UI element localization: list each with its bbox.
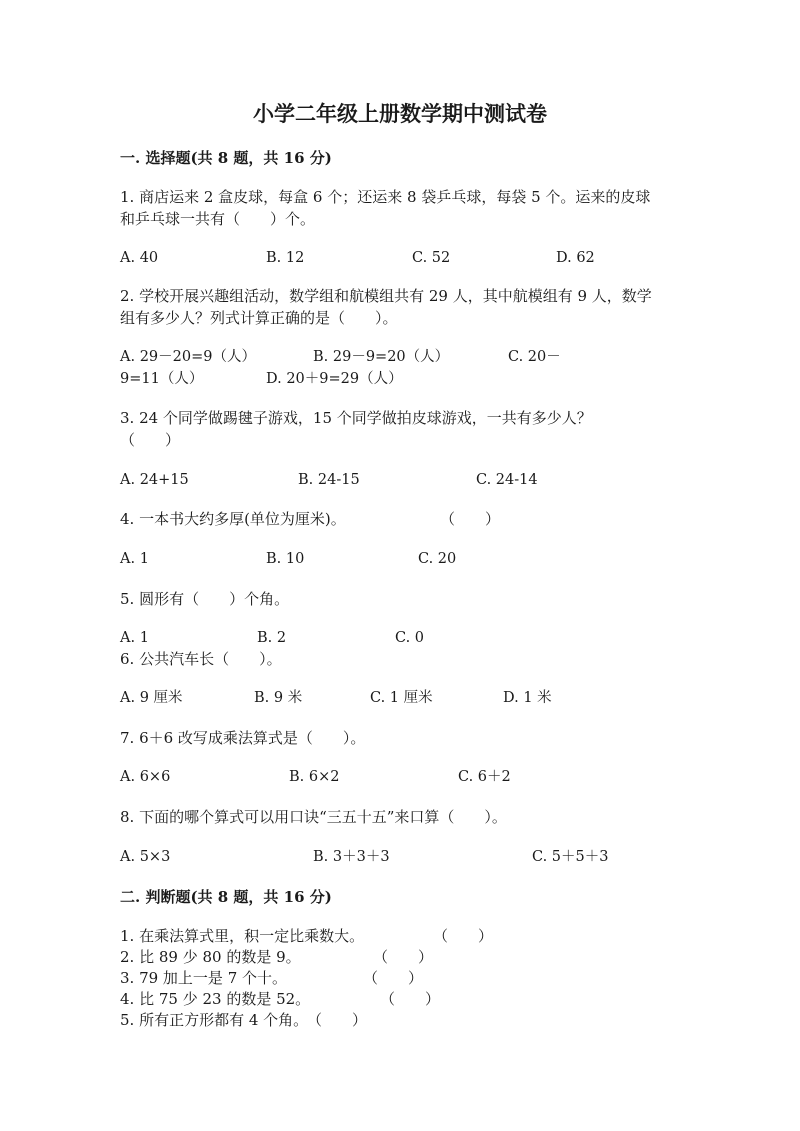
question-5-line-1: 5. 圆形有（ ）个角。 (120, 590, 290, 608)
question-2-option-d: D. 20＋9=29（人） (266, 371, 403, 387)
judgement-item-1-paren: （ ） (433, 927, 494, 945)
question-2-line-2: 组有多少人？列式计算正确的是（ ）。 (120, 309, 398, 327)
judgement-item-2: 2. 比 89 少 80 的数是 9。 (120, 948, 301, 966)
question-1-line-2: 和乒乓球一共有（ ）个。 (120, 210, 316, 228)
question-8-option-c: C. 5＋5＋3 (532, 849, 609, 865)
question-3-line-1: 3. 24 个同学做踢毽子游戏，15 个同学做拍皮球游戏，一共有多少人？ (120, 409, 592, 427)
section-heading-judgement: 二. 判断题(共 8 题，共 16 分) (120, 888, 332, 906)
question-5-option-b: B. 2 (257, 630, 287, 646)
question-1-line-1: 1. 商店运来 2 盒皮球，每盒 6 个；还运来 8 袋乒乓球，每袋 5 个。运来的皮球 (120, 188, 651, 206)
question-4-line-1: 4. 一本书大约多厚(单位为厘米)。 (120, 510, 346, 528)
question-6-option-a: A. 9 厘米 (120, 690, 183, 706)
question-2-option-a: A. 29－20=9（人） (120, 349, 256, 365)
question-4-option-c: C. 20 (418, 551, 457, 567)
question-4-option-b: B. 10 (266, 551, 305, 567)
question-3-option-a: A. 24+15 (120, 472, 189, 488)
question-4-answer-paren: （ ） (440, 510, 501, 528)
question-1-option-b: B. 12 (266, 250, 305, 266)
section-heading-choice: 一. 选择题(共 8 题，共 16 分) (120, 149, 332, 167)
question-7-option-c: C. 6＋2 (458, 769, 511, 785)
judgement-item-4-paren: （ ） (380, 990, 441, 1008)
question-8-option-b: B. 3＋3＋3 (313, 849, 390, 865)
question-7-option-b: B. 6×2 (289, 769, 340, 785)
question-8-option-a: A. 5×3 (120, 849, 171, 865)
question-6-option-c: C. 1 厘米 (370, 690, 433, 706)
question-3-option-c: C. 24-14 (476, 472, 538, 488)
question-1-option-d: D. 62 (556, 250, 595, 266)
question-7-option-a: A. 6×6 (120, 769, 171, 785)
question-7-line-1: 7. 6＋6 改写成乘法算式是（ ）。 (120, 729, 366, 747)
question-4-option-a: A. 1 (120, 551, 149, 567)
question-2-line-1: 2. 学校开展兴趣组活动，数学组和航模组共有 29 人，其中航模组有 9 人，数学 (120, 287, 652, 305)
question-5-option-a: A. 1 (120, 630, 149, 646)
question-6-option-b: B. 9 米 (254, 690, 303, 706)
question-5-option-c: C. 0 (395, 630, 425, 646)
question-6-line-1: 6. 公共汽车长（ ）。 (120, 650, 282, 668)
question-3-option-b: B. 24-15 (298, 472, 360, 488)
judgement-item-5: 5. 所有正方形都有 4 个角。 (120, 1011, 309, 1029)
judgement-item-5-paren: （ ） (307, 1011, 368, 1029)
judgement-item-1: 1. 在乘法算式里，积一定比乘数大。 (120, 927, 365, 945)
question-2-option-c-cont: 9=11（人） (120, 371, 204, 387)
question-1-option-c: C. 52 (412, 250, 451, 266)
question-3-line-2: （ ） (120, 431, 181, 449)
judgement-item-3-paren: （ ） (363, 969, 424, 987)
question-1-option-a: A. 40 (120, 250, 159, 266)
question-2-option-c: C. 20－ (508, 349, 561, 365)
question-6-option-d: D. 1 米 (503, 690, 552, 706)
question-2-option-b: B. 29－9=20（人） (313, 349, 450, 365)
judgement-item-4: 4. 比 75 少 23 的数是 52。 (120, 990, 311, 1008)
judgement-item-2-paren: （ ） (373, 948, 434, 966)
question-8-line-1: 8. 下面的哪个算式可以用口诀“三五十五”来口算（ ）。 (120, 808, 507, 826)
page-title: 小学二年级上册数学期中测试卷 (253, 101, 547, 126)
judgement-item-3: 3. 79 加上一是 7 个十。 (120, 969, 288, 987)
